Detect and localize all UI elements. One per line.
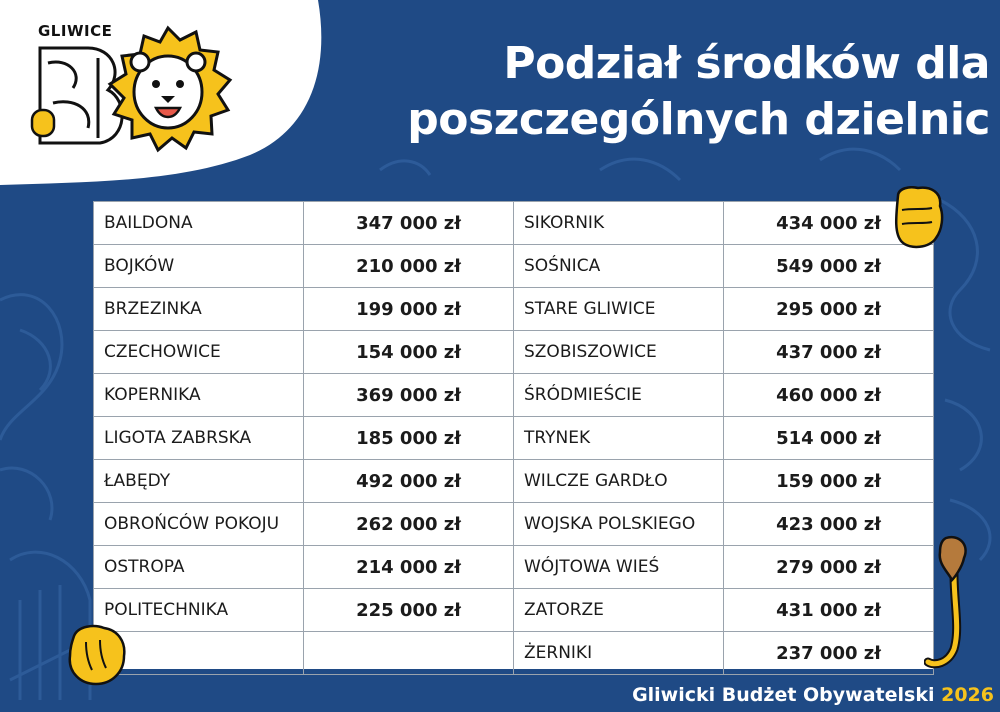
district-name-cell: BRZEZINKA [94, 288, 304, 331]
district-name-cell: ŁABĘDY [94, 460, 304, 503]
district-amount-cell: 514 000 zł [724, 417, 934, 460]
district-amount-cell: 347 000 zł [304, 202, 514, 245]
table-row [94, 546, 934, 589]
gbo-logo [28, 18, 248, 168]
district-name-cell: SZOBISZOWICE [514, 331, 724, 374]
table-row [94, 331, 934, 374]
district-amount-cell: 492 000 zł [304, 460, 514, 503]
district-amount-cell: 549 000 zł [724, 245, 934, 288]
page-title [320, 36, 990, 148]
district-name-cell: OSTROPA [94, 546, 304, 589]
table-row [94, 202, 934, 245]
table-row [94, 417, 934, 460]
district-name-cell: BAILDONA [94, 202, 304, 245]
district-amount-cell: 460 000 zł [724, 374, 934, 417]
table-row [94, 632, 934, 675]
district-name-cell: ZATORZE [514, 589, 724, 632]
district-name-cell: TRYNEK [514, 417, 724, 460]
district-name-cell: STARE GLIWICE [514, 288, 724, 331]
district-name-cell: WILCZE GARDŁO [514, 460, 724, 503]
district-amount-cell [304, 632, 514, 675]
district-amount-cell: 295 000 zł [724, 288, 934, 331]
district-amount-cell: 437 000 zł [724, 331, 934, 374]
logo-city-text: GLIWICE [38, 22, 113, 40]
district-name-cell: LIGOTA ZABRSKA [94, 417, 304, 460]
table-row [94, 589, 934, 632]
district-amount-cell: 159 000 zł [724, 460, 934, 503]
district-name-cell: KOPERNIKA [94, 374, 304, 417]
table-row [94, 503, 934, 546]
lion-tail-icon [924, 534, 974, 674]
footer-text: Gliwicki Budżet Obywatelski [632, 684, 935, 706]
district-amount-cell: 434 000 zł [724, 202, 934, 245]
table-row [94, 288, 934, 331]
district-amount-cell: 225 000 zł [304, 589, 514, 632]
district-name-cell: OBROŃCÓW POKOJU [94, 503, 304, 546]
districts-table-wrap [93, 201, 933, 669]
district-amount-cell: 423 000 zł [724, 503, 934, 546]
district-amount-cell: 237 000 zł [724, 632, 934, 675]
district-amount-cell: 431 000 zł [724, 589, 934, 632]
paw-bottom-left-icon [64, 622, 130, 688]
district-amount-cell: 210 000 zł [304, 245, 514, 288]
district-name-cell: CZECHOWICE [94, 331, 304, 374]
district-name-cell: WOJSKA POLSKIEGO [514, 503, 724, 546]
footer-year: 2026 [941, 684, 994, 706]
district-name-cell: SOŚNICA [514, 245, 724, 288]
district-name-cell: ŻERNIKI [514, 632, 724, 675]
paw-top-right-icon [892, 186, 946, 252]
district-name-cell: BOJKÓW [94, 245, 304, 288]
district-name-cell: POLITECHNIKA [94, 589, 304, 632]
title-line-1: Podział środków dla [503, 38, 990, 89]
district-amount-cell: 262 000 zł [304, 503, 514, 546]
table-row [94, 245, 934, 288]
district-amount-cell: 199 000 zł [304, 288, 514, 331]
lion-mascot-logo-icon [28, 18, 248, 168]
title-line-2: poszczególnych dzielnic [407, 94, 990, 145]
district-name-cell: ŚRÓDMIEŚCIE [514, 374, 724, 417]
district-name-cell: WÓJTOWA WIEŚ [514, 546, 724, 589]
table-row [94, 460, 934, 503]
district-amount-cell: 279 000 zł [724, 546, 934, 589]
district-amount-cell: 369 000 zł [304, 374, 514, 417]
district-name-cell: SIKORNIK [514, 202, 724, 245]
footer-brand [632, 684, 994, 706]
districts-table-body [94, 202, 934, 675]
districts-table [93, 201, 934, 675]
table-row [94, 374, 934, 417]
district-amount-cell: 185 000 zł [304, 417, 514, 460]
district-amount-cell: 154 000 zł [304, 331, 514, 374]
district-amount-cell: 214 000 zł [304, 546, 514, 589]
